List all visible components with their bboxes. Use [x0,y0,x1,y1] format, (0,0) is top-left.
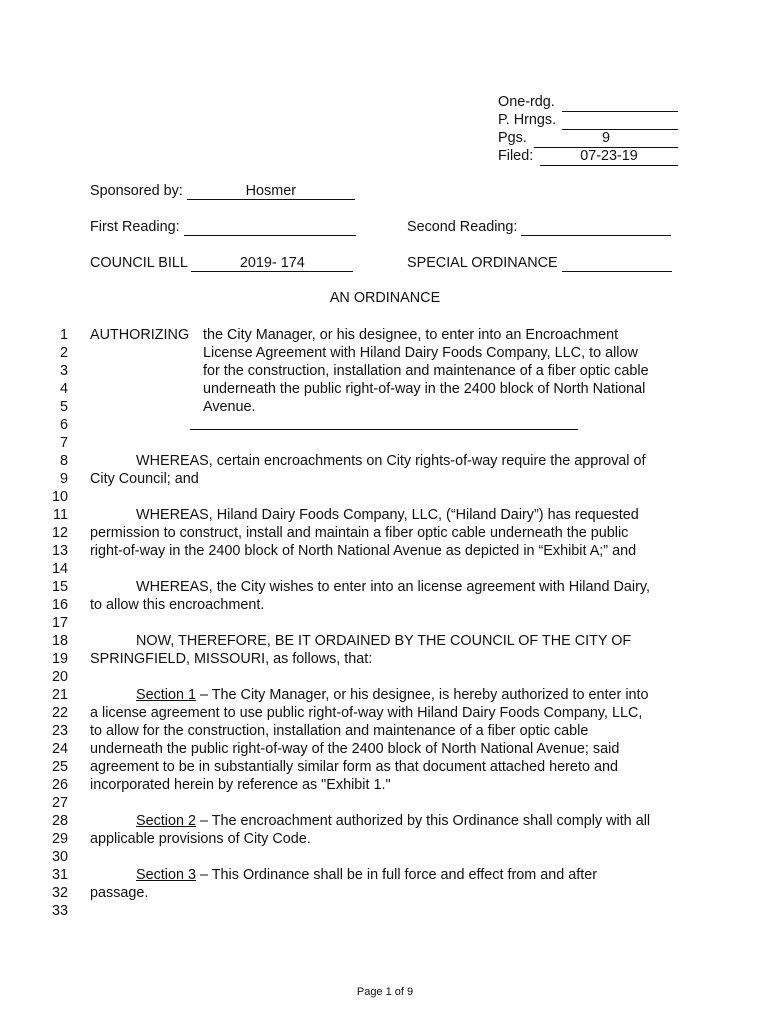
blank-line [90,488,690,506]
caption-line-2: License Agreement with Hiland Dairy Foods Company, LLC, to allow [203,345,638,361]
page-footer: Page 1 of 9 [356,986,414,998]
caption-rule-line [90,416,690,434]
ordained-line-1: NOW, THEREFORE, BE IT ORDAINED BY THE COUNCIL OF THE CITY OF [136,633,632,649]
line-number: 27 [51,795,68,811]
ordinance-title: AN ORDINANCE [329,290,441,306]
pgs-row [498,129,678,147]
special-ordinance-field [562,255,672,272]
blank-line [90,902,690,920]
line-number: 15 [51,579,68,595]
line-number: 33 [51,903,68,919]
line-number: 24 [51,741,68,757]
section-3-heading: Section 3 [136,867,197,883]
section-1-text: – The City Manager, or his designee, is hereby authorized to enter into [196,687,649,703]
ordinance-body [90,326,690,920]
caption-keyword: AUTHORIZING [90,327,190,343]
section-2-heading: Section 2 [136,813,197,829]
whereas-3-line-1: WHEREAS, the City wishes to enter into an license agreement with Hiland Dairy, [136,579,651,595]
whereas-1-line-2: City Council; and [90,471,199,487]
line-number: 2 [59,345,68,361]
section-1-line-6: incorporated herein by reference as "Exhibit 1." [90,777,391,793]
line-number: 9 [59,471,68,487]
line-number: 16 [51,597,68,613]
sponsor-value: Hosmer [187,183,355,200]
council-bill-label: COUNCIL BILL [90,255,188,271]
filed-value: 07-23-19 [540,147,678,166]
line-number: 3 [59,363,68,379]
line-number: 19 [51,651,68,667]
line-numbers [40,326,68,920]
special-ordinance-label: SPECIAL ORDINANCE [407,255,558,271]
sponsor-label: Sponsored by: [90,183,183,199]
line-number: 13 [51,543,68,559]
second-reading-label: Second Reading: [407,219,518,235]
section-2-text: – The encroachment authorized by this Ordinance shall comply with all [196,813,651,829]
blank-line [90,794,690,812]
blank-line [90,668,690,686]
whereas-1-line-1: WHEREAS, certain encroachments on City rights-of-way require the approval of [136,453,646,469]
line-number: 1 [59,327,68,343]
filing-block [498,93,678,165]
p-hrngs-value [562,111,678,130]
line-number: 28 [51,813,68,829]
caption-line-1 [90,326,690,344]
line-number: 18 [51,633,68,649]
caption-line-3: for the construction, installation and maintenance of a fiber optic cable [203,363,649,379]
one-rdg-value [562,93,678,112]
caption-rule [190,416,578,430]
section-2-line-2: applicable provisions of City Code. [90,831,311,847]
line-number: 12 [51,525,68,541]
section-1-line-5: agreement to be in substantially similar form as that document attached hereto and [90,759,618,775]
whereas-2-line-1: WHEREAS, Hiland Dairy Foods Company, LLC, (“Hiland Dairy”) has requested [136,507,639,523]
line-number: 30 [51,849,68,865]
section-3-line-2: passage. [90,885,149,901]
line-number: 4 [59,381,68,397]
section-1-line-1 [90,686,690,704]
line-number: 22 [51,705,68,721]
council-bill-value: 2019- 174 [191,255,353,272]
second-reading-field [521,219,671,236]
section-3-line-1 [90,866,690,884]
pgs-label: Pgs. [498,130,527,146]
caption-line-5: Avenue. [203,399,256,415]
line-number: 29 [51,831,68,847]
section-3-text: – This Ordinance shall be in full force and effect from and after [196,867,598,883]
line-number: 31 [51,867,68,883]
blank-line [90,614,690,632]
line-number: 20 [51,669,68,685]
line-number: 5 [59,399,68,415]
first-reading-field [184,219,356,236]
whereas-3-line-2: to allow this encroachment. [90,597,265,613]
line-number: 32 [51,885,68,901]
line-number: 10 [51,489,68,505]
section-1-line-2: a license agreement to use public right-of-way with Hiland Dairy Foods Company, LLC, [90,705,643,721]
council-bill-row [90,255,353,272]
section-1-line-4: underneath the public right-of-way of the 2400 block of North National Avenue; said [90,741,620,757]
line-number: 26 [51,777,68,793]
one-rdg-row [498,93,678,111]
blank-line [90,434,690,452]
section-2-line-1 [90,812,690,830]
ordained-line-2: SPRINGFIELD, MISSOURI, as follows, that: [90,651,373,667]
section-1-heading: Section 1 [136,687,197,703]
whereas-2-line-2: permission to construct, install and maintain a fiber optic cable underneath the public [90,525,629,541]
pgs-value: 9 [534,129,678,148]
blank-line [90,560,690,578]
line-number: 14 [51,561,68,577]
one-rdg-label: One-rdg. [498,94,555,110]
p-hrngs-row [498,111,678,129]
blank-line [90,848,690,866]
special-ordinance-row [407,255,672,272]
first-reading-row [90,219,356,236]
whereas-2-line-3: right-of-way in the 2400 block of North National Avenue as depicted in “Exhibit A;” and [90,543,637,559]
line-number: 17 [51,615,68,631]
p-hrngs-label: P. Hrngs. [498,112,557,128]
line-number: 25 [51,759,68,775]
section-1-line-3: to allow for the construction, installation and maintenance of a fiber optic cable [90,723,589,739]
line-number: 11 [53,507,68,523]
line-number: 21 [51,687,68,703]
caption-text: the City Manager, or his designee, to enter into an Encroachment [203,327,619,343]
line-number: 23 [51,723,68,739]
line-number: 7 [59,435,68,451]
filed-label: Filed: [498,148,534,164]
second-reading-row [407,219,671,236]
first-reading-label: First Reading: [90,219,180,235]
caption-line-4: underneath the public right-of-way in the 2400 block of North National [203,381,646,397]
filed-row [498,147,678,165]
sponsor-row [90,183,355,200]
line-number: 8 [59,453,68,469]
line-number: 6 [59,417,68,433]
